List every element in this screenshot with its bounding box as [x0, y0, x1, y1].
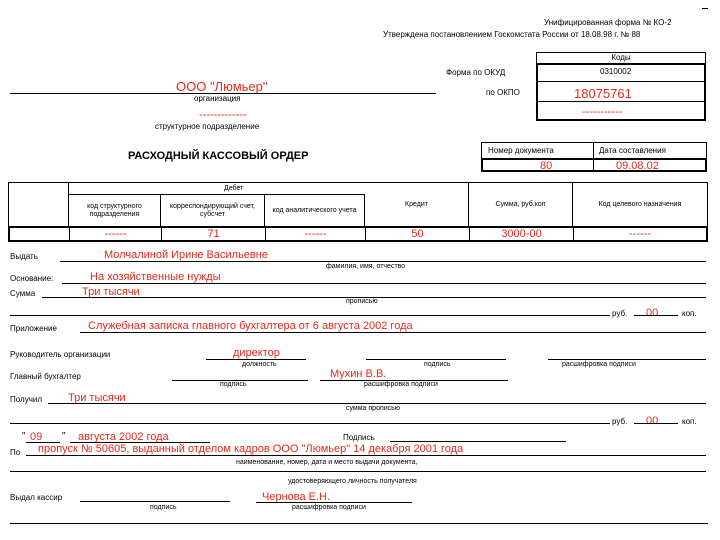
position-caption: должность [242, 361, 277, 368]
col-blank [9, 183, 69, 226]
date-quote-open: " [22, 431, 26, 442]
val-struct: ------ [70, 228, 162, 240]
number-label: Номер документа [488, 146, 554, 155]
okud-label: Форма по ОКУД [446, 68, 506, 77]
basis-value: На хозяйственные нужды [90, 271, 221, 283]
doc-values-divider [593, 159, 594, 171]
sum-caption: прописью [346, 298, 378, 305]
col-analytic: код аналитического учета [265, 195, 365, 226]
id-caption: удостоверяющего личность получателя [288, 478, 417, 485]
issue-value: Молчалиной Ирине Васильевне [104, 249, 268, 261]
kop2-value: 00 [646, 415, 659, 427]
basis-underline [62, 283, 706, 284]
accountant-value: Мухин В.В. [330, 368, 387, 380]
attach-value: Служебная записка главного бухгалтера от 6 августа 2002 года [88, 320, 413, 332]
codes-sub-value: ----------- [582, 106, 623, 118]
received-caption: сумма прописью [346, 405, 401, 412]
received-label: Получил [10, 395, 42, 404]
po-caption: наименование, номер, дата и место выдачи документа, [236, 459, 418, 466]
col-sum: Сумма, руб.коп [469, 183, 573, 226]
col-credit: Кредит [365, 183, 469, 226]
doc-header-divider [593, 142, 594, 159]
accounting-table-values [8, 226, 708, 242]
head-decode-caption: расшифровка подписи [562, 361, 636, 368]
cashier-decode-line [256, 502, 412, 503]
okpo-label: по ОКПО [486, 88, 520, 97]
department-value: ------------- [199, 109, 247, 121]
basis-label: Основание: [10, 274, 54, 283]
head-label: Руководитель организации [10, 350, 111, 359]
doc-values-box [481, 158, 707, 172]
head-value: директор [233, 347, 280, 359]
accountant-label: Главный бухгалтер [10, 372, 81, 381]
kop2-label: коп. [682, 417, 697, 426]
cashier-decode-caption: расшифровка подписи [292, 504, 366, 511]
document-title: РАСХОДНЫЙ КАССОВЫЙ ОРДЕР [128, 150, 309, 162]
accountant-sign-caption: подпись [220, 381, 247, 388]
head-sign-caption: подпись [424, 361, 451, 368]
debit-label: Дебет [224, 185, 244, 192]
po-label: По [10, 448, 21, 457]
bottom-rule [10, 523, 708, 524]
val-target: ------ [629, 228, 651, 240]
date-label: Дата составления [599, 146, 666, 155]
po-second-line [10, 471, 706, 472]
cashier-label: Выдал кассир [10, 493, 63, 502]
organization-name: ООО "Люмьер" [176, 79, 268, 94]
date-day: 09 [30, 431, 43, 443]
okpo-value: 18075761 [574, 86, 632, 101]
form-line: Унифицированная форма № КО-2 [544, 18, 672, 27]
head-decode-line [548, 359, 706, 360]
cashier-value: Чернова Е.Н. [262, 491, 331, 503]
val-blank [10, 228, 70, 240]
sign-underline [390, 441, 566, 442]
sum-second-line [10, 315, 610, 316]
okud-value: 0310002 [600, 67, 632, 76]
kop2-underline [634, 423, 678, 424]
po-underline [26, 455, 706, 456]
kop-underline [634, 315, 678, 316]
number-value: 80 [540, 160, 553, 172]
rub2-label: руб. [612, 417, 628, 426]
received-underline [48, 403, 706, 404]
approved-line: Утверждена постановлением Госкомстата России от 18.08.98 г. № 88 [383, 30, 641, 39]
issue-label: Выдать [10, 252, 38, 261]
date-month-year: августа 2002 года [78, 431, 169, 443]
issue-underline [60, 261, 706, 262]
sign-label: Подпись [343, 433, 375, 442]
codes-divider-1 [538, 81, 704, 82]
sum-label: Сумма [10, 289, 36, 298]
corner-mark [702, 8, 708, 9]
sum-value: Три тысячи [82, 286, 140, 298]
kop-label: коп. [682, 309, 697, 318]
col-corr: корреспондирующий счет, субсчет [161, 195, 265, 226]
date-value: 09.08.02 [616, 160, 659, 172]
cashier-sign-caption: подпись [150, 504, 177, 511]
col-struct: код структурного подразделения [69, 195, 161, 226]
accountant-decode-caption: расшифровка подписи [364, 381, 438, 388]
received-value: Три тысячи [68, 392, 126, 404]
rub-label: руб. [612, 309, 628, 318]
attach-label: Приложение [10, 324, 57, 333]
organization-caption: организация [194, 94, 241, 103]
issue-caption: фамилия, имя, отчество [326, 263, 406, 270]
head-sign-line [366, 359, 506, 360]
po-value: пропуск № 50605, выданный отделом кадров ООО "Люмьер" 14 декабря 2001 года [38, 443, 464, 455]
val-credit: 50 [366, 228, 470, 240]
accounting-table-header [8, 182, 708, 226]
department-caption: структурное подразделение [155, 122, 260, 131]
kop-value: 00 [646, 307, 659, 319]
received-second-line [10, 423, 610, 424]
codes-divider-2 [538, 101, 704, 102]
col-target: Код целевого назначения [598, 200, 682, 208]
cashier-sign-line [80, 501, 230, 502]
val-corr: 71 [162, 228, 266, 240]
attach-underline [80, 332, 706, 333]
date-quote-close: " [62, 431, 66, 442]
codes-title: Коды [611, 53, 631, 62]
head-position-line [206, 359, 306, 360]
val-sum: 3000-00 [470, 228, 574, 240]
val-analytic: ------ [266, 228, 366, 240]
